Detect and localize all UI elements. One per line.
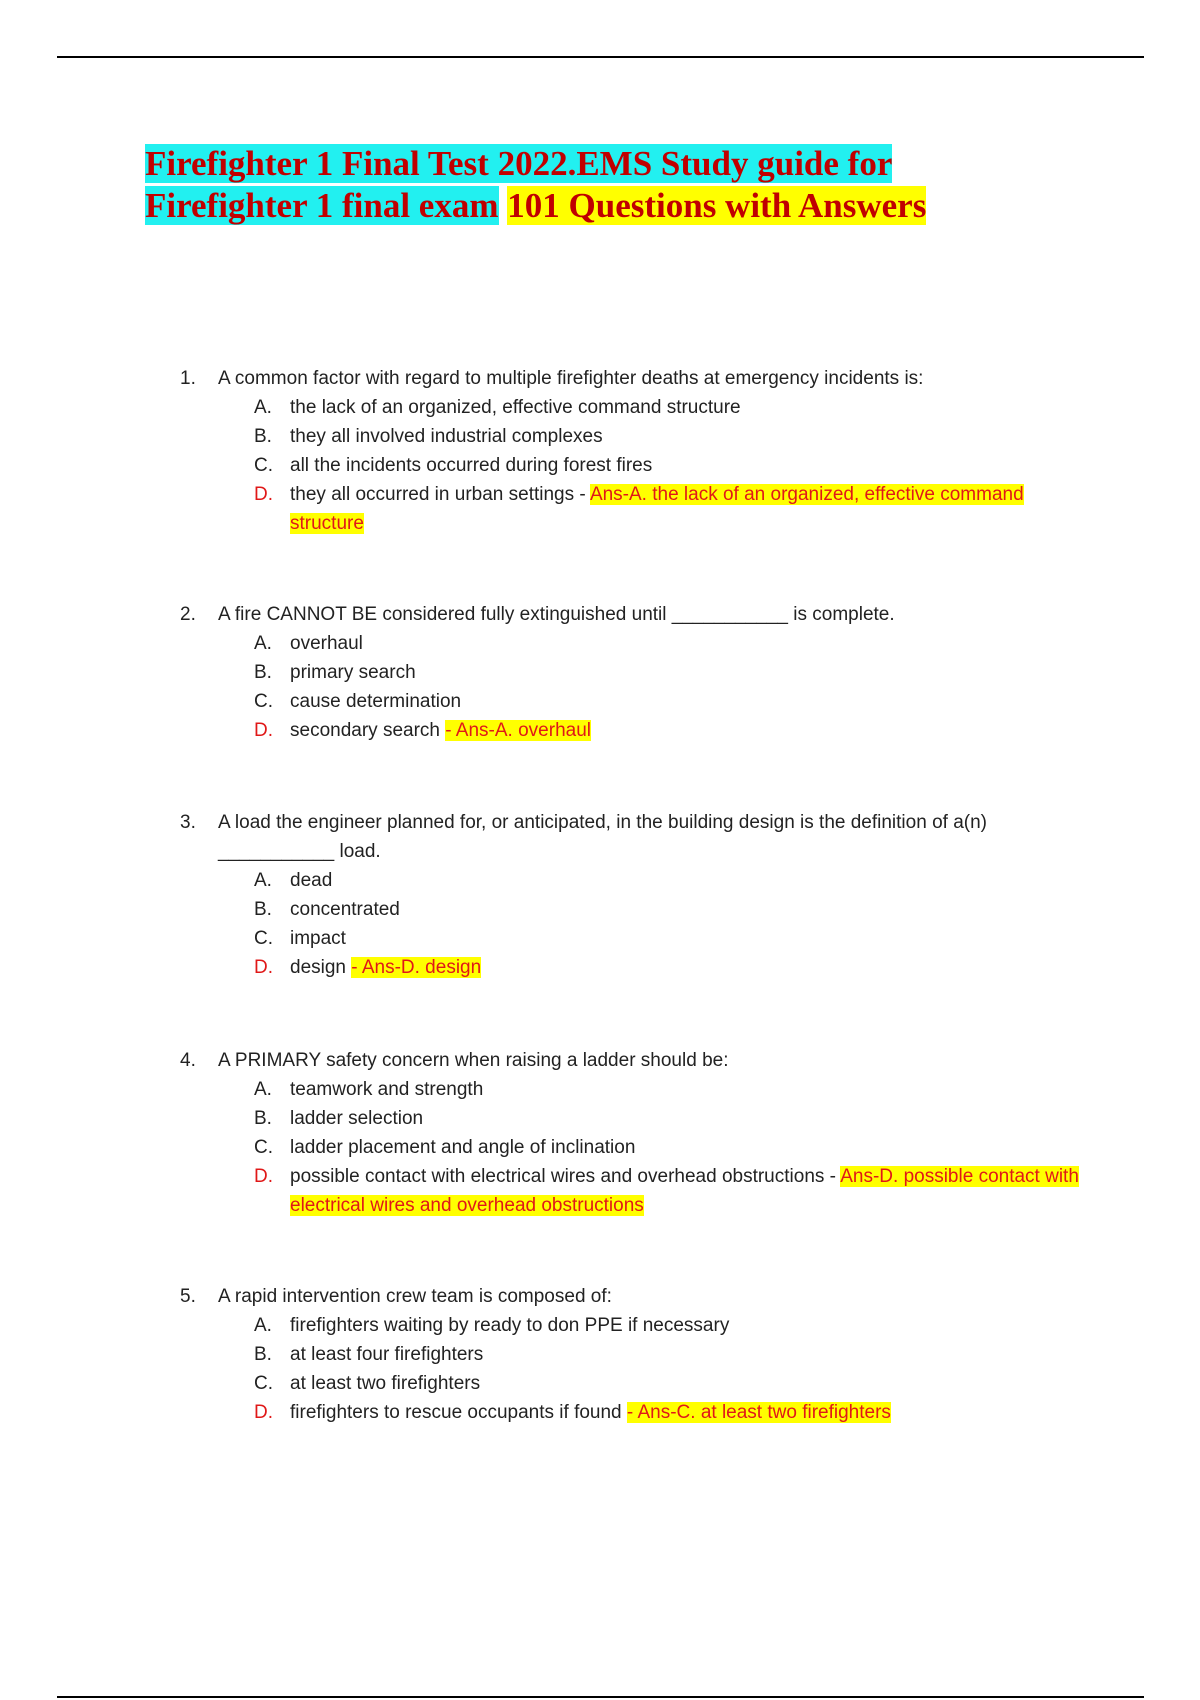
- question-3: [180, 808, 1080, 982]
- option-letter: C.: [254, 928, 273, 949]
- option-text: they all involved industrial complexes: [290, 426, 603, 447]
- option-text: impact: [290, 928, 346, 949]
- question-number: 3.: [180, 812, 196, 833]
- question-4: [180, 1046, 1080, 1220]
- option-text-content: secondary search: [290, 720, 446, 741]
- footer-rule: [57, 1696, 1144, 1698]
- question-2: [180, 600, 1080, 745]
- option-d: [180, 1398, 1080, 1427]
- option-letter: C.: [254, 691, 273, 712]
- option-letter: D.: [254, 1402, 273, 1423]
- question-text: A common factor with regard to multiple firefighter deaths at emergency incidents is:: [218, 368, 924, 389]
- option-a: [180, 393, 1080, 422]
- option-a: [180, 629, 1080, 658]
- option-letter: A.: [254, 397, 272, 418]
- option-text: ladder placement and angle of inclination: [290, 1137, 636, 1158]
- option-letter: C.: [254, 455, 273, 476]
- option-letter: A.: [254, 870, 272, 891]
- question-number: 2.: [180, 604, 196, 625]
- option-b: [180, 1104, 1080, 1133]
- option-text: at least four firefighters: [290, 1344, 484, 1365]
- option-text-content: possible contact with electrical wires and overhead obstructions -: [290, 1166, 841, 1187]
- option-c: [180, 451, 1080, 480]
- option-b: [180, 658, 1080, 687]
- option-text: cause determination: [290, 691, 462, 712]
- option-b: [180, 1340, 1080, 1369]
- answer-highlight: - Ans-D. design: [351, 957, 482, 978]
- option-list: [180, 866, 1080, 982]
- question-text: A load the engineer planned for, or anticipated, in the building design is the definition of a(n) ___________ load.: [218, 812, 987, 862]
- option-c: [180, 1133, 1080, 1162]
- option-list: [180, 393, 1080, 538]
- option-list: [180, 1075, 1080, 1220]
- option-text: at least two firefighters: [290, 1373, 481, 1394]
- answer-highlight: - Ans-C. at least two firefighters: [626, 1402, 891, 1423]
- option-text: firefighters waiting by ready to don PPE if necessary: [290, 1315, 730, 1336]
- option-a: [180, 866, 1080, 895]
- option-a: [180, 1311, 1080, 1340]
- option-text: teamwork and strength: [290, 1079, 484, 1100]
- title-highlight-yellow: 101 Questions with Answers: [507, 186, 927, 225]
- option-letter: B.: [254, 1344, 272, 1365]
- header-rule: [57, 56, 1144, 58]
- option-letter: A.: [254, 633, 272, 654]
- option-text-content: firefighters to rescue occupants if found: [290, 1402, 627, 1423]
- answer-highlight: Ans-D. possible contact with electrical wires and overhead obstructions: [290, 1166, 1079, 1216]
- question-text: A fire CANNOT BE considered fully extinguished until ___________ is complete.: [218, 604, 895, 625]
- question-text: A PRIMARY safety concern when raising a ladder should be:: [218, 1050, 729, 1071]
- option-letter: B.: [254, 1108, 272, 1129]
- document-title: [145, 143, 1045, 227]
- answer-highlight: - Ans-A. overhaul: [445, 720, 591, 741]
- question-text: A rapid intervention crew team is composed of:: [218, 1286, 612, 1307]
- option-list: [180, 629, 1080, 745]
- option-b: [180, 895, 1080, 924]
- option-d: [180, 716, 1080, 745]
- option-c: [180, 1369, 1080, 1398]
- option-text-content: design: [290, 957, 352, 978]
- option-letter: A.: [254, 1079, 272, 1100]
- option-text: primary search: [290, 662, 416, 683]
- option-text: [290, 953, 1080, 982]
- title-highlight-cyan: Firefighter 1 Final Test 2022.EMS Study guide for Firefighter 1 final exam: [145, 144, 893, 225]
- option-text: [290, 480, 1080, 538]
- option-b: [180, 422, 1080, 451]
- option-letter: D.: [254, 484, 273, 505]
- option-letter: B.: [254, 426, 272, 447]
- option-letter: C.: [254, 1373, 273, 1394]
- option-text: ladder selection: [290, 1108, 424, 1129]
- option-list: [180, 1311, 1080, 1427]
- option-letter: A.: [254, 1315, 272, 1336]
- question-number: 5.: [180, 1286, 196, 1307]
- option-d: [180, 1162, 1080, 1220]
- option-letter: D.: [254, 1166, 273, 1187]
- option-text: dead: [290, 870, 333, 891]
- question-1: [180, 364, 1080, 538]
- option-text: all the incidents occurred during forest fires: [290, 455, 653, 476]
- option-letter: B.: [254, 662, 272, 683]
- question-number: 4.: [180, 1050, 196, 1071]
- answer-highlight: Ans-A. the lack of an organized, effective command structure: [290, 484, 1024, 534]
- option-c: [180, 924, 1080, 953]
- option-letter: D.: [254, 720, 273, 741]
- option-d: [180, 953, 1080, 982]
- option-d: [180, 480, 1080, 538]
- question-5: [180, 1282, 1080, 1427]
- option-letter: D.: [254, 957, 273, 978]
- option-text: [290, 1398, 1080, 1427]
- option-text: overhaul: [290, 633, 363, 654]
- option-a: [180, 1075, 1080, 1104]
- option-letter: B.: [254, 899, 272, 920]
- option-c: [180, 687, 1080, 716]
- option-text-content: they all occurred in urban settings -: [290, 484, 590, 505]
- option-text: [290, 716, 1080, 745]
- option-text: the lack of an organized, effective command structure: [290, 397, 741, 418]
- option-letter: C.: [254, 1137, 273, 1158]
- option-text: [290, 1162, 1080, 1220]
- question-number: 1.: [180, 368, 196, 389]
- option-text: concentrated: [290, 899, 400, 920]
